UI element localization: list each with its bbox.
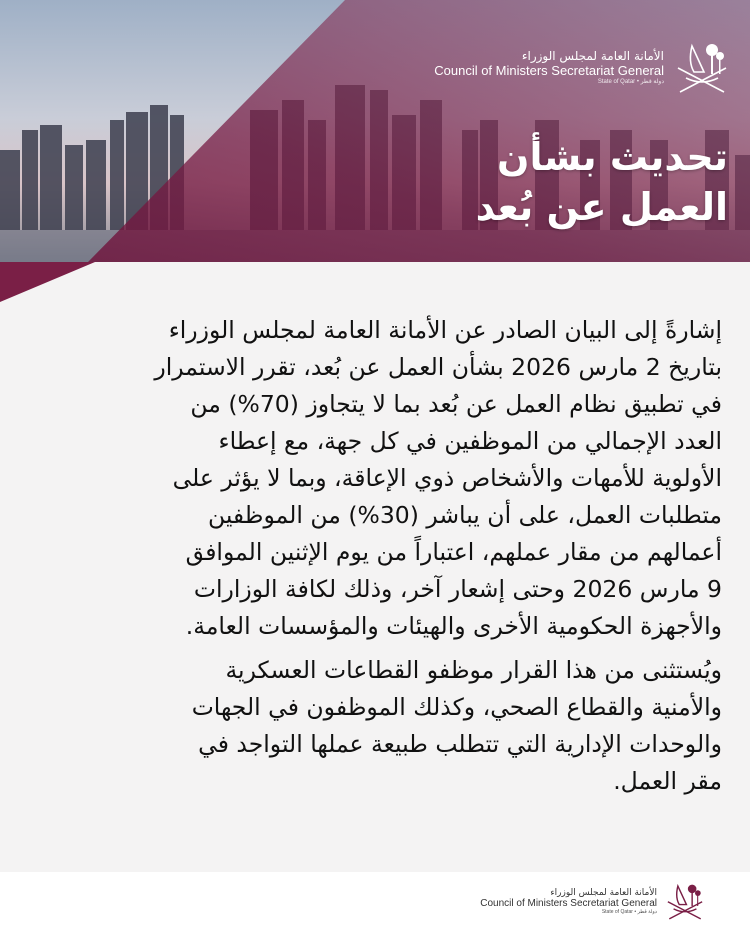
logo-footer bbox=[480, 880, 705, 922]
logo-english: Council of Ministers Secretariat General bbox=[480, 897, 657, 909]
text-line: بتاريخ 2 مارس 2026 بشأن العمل عن بُعد، تقرر الاستمرار bbox=[154, 353, 722, 381]
logo-header bbox=[434, 38, 730, 96]
announcement-body bbox=[22, 312, 722, 807]
text-line: 9 مارس 2026 وحتى إشعار آخر، وذلك لكافة الوزارات bbox=[193, 575, 722, 603]
logo-arabic: الأمانة العامة لمجلس الوزراء bbox=[521, 49, 664, 63]
text-line: العدد الإجمالي من الموظفين في كل جهة، مع إعطاء bbox=[218, 427, 722, 455]
text-line: أعمالهم من مقار عملهم، اعتباراً من يوم الإثنين الموافق bbox=[185, 538, 722, 566]
text-line: مقر العمل. bbox=[613, 767, 722, 795]
text-line: متطلبات العمل، على أن يباشر (30%) من الموظفين bbox=[207, 501, 722, 529]
paragraph-1 bbox=[22, 312, 722, 645]
text-line: إشارةً إلى البيان الصادر عن الأمانة العامة لمجلس الوزراء bbox=[168, 316, 722, 344]
text-line: الأولوية للأمهات والأشخاص ذوي الإعاقة، وبما لا يؤثر على bbox=[172, 464, 722, 492]
text-line: والوحدات الإدارية التي تتطلب طبيعة عملها التواجد في bbox=[198, 730, 722, 758]
paragraph-2 bbox=[22, 652, 722, 800]
logo-state: State of Qatar • دولة قطر bbox=[601, 908, 657, 915]
title-line: تحديث بشأن bbox=[497, 135, 728, 179]
text-line: ويُستثنى من هذا القرار موظفو القطاعات العسكرية bbox=[225, 656, 722, 684]
title-line: العمل عن بُعد bbox=[475, 185, 728, 229]
logo-english: Council of Ministers Secretariat General bbox=[434, 63, 664, 78]
text-line: في تطبيق نظام العمل عن بُعد بما لا يتجاوز (70%) من bbox=[190, 390, 722, 418]
text-line: والأمنية والقطاع الصحي، وكذلك الموظفون في الجهات bbox=[191, 693, 722, 721]
text-line: والأجهزة الحكومية الأخرى والهيئات والمؤسسات العامة. bbox=[185, 612, 722, 640]
logo-state: State of Qatar • دولة قطر bbox=[597, 79, 664, 85]
qatar-emblem-icon bbox=[665, 880, 705, 922]
logo-arabic: الأمانة العامة لمجلس الوزراء bbox=[550, 887, 657, 898]
qatar-emblem-icon bbox=[674, 38, 730, 96]
page-title bbox=[476, 132, 728, 232]
maroon-corner-accent bbox=[0, 262, 95, 302]
